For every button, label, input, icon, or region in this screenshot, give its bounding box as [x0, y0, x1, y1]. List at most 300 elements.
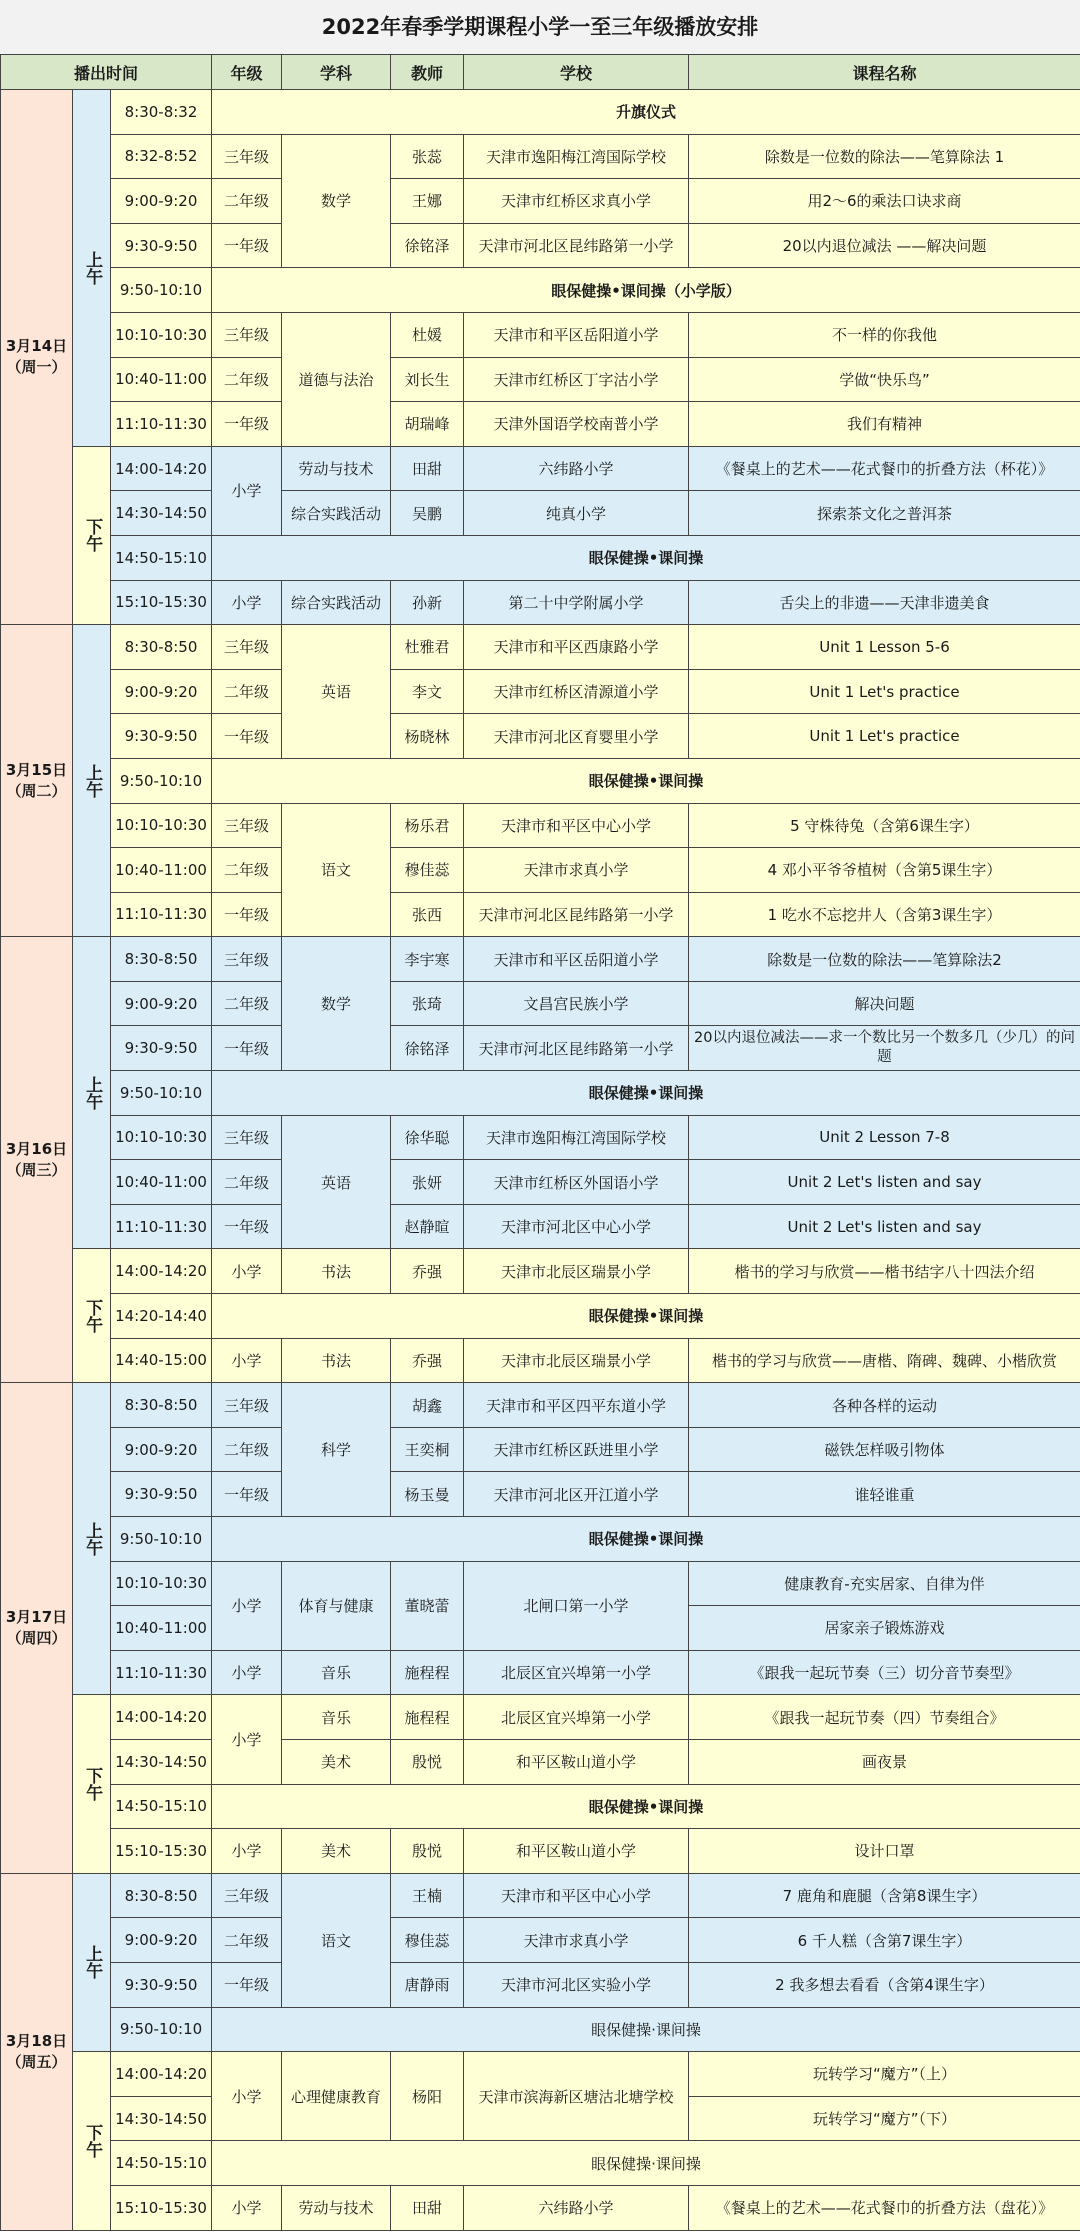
- grade-cell: 二年级: [212, 669, 282, 714]
- subject-cell: 英语: [282, 625, 391, 759]
- grade-cell: 一年级: [212, 892, 282, 937]
- span-cell: 眼保健操•课间操: [212, 1294, 1080, 1339]
- grade-cell: 三年级: [212, 803, 282, 848]
- span-cell: 眼保健操·课间操: [212, 2141, 1080, 2186]
- grade-cell: 二年级: [212, 1160, 282, 1205]
- course-cell: 4 邓小平爷爷植树（含第5课生字）: [689, 848, 1080, 893]
- grade-cell: 二年级: [212, 179, 282, 224]
- teacher-cell: 李文: [391, 669, 464, 714]
- course-cell: 《跟我一起玩节奏（四）节奏组合》: [689, 1695, 1080, 1740]
- time-cell: 15:10-15:30: [111, 1829, 212, 1874]
- time-cell: 15:10-15:30: [111, 580, 212, 625]
- table-row: [1, 446, 1080, 491]
- subject-cell: 道德与法治: [282, 312, 391, 446]
- grade-cell: 三年级: [212, 1115, 282, 1160]
- subject-cell: 语文: [282, 1873, 391, 2007]
- table-row: [1, 669, 1080, 714]
- teacher-cell: 张琦: [391, 981, 464, 1026]
- teacher-cell: 王奕桐: [391, 1427, 464, 1472]
- table-row: [1, 1739, 1080, 1784]
- time-cell: 14:00-14:20: [111, 446, 212, 491]
- time-cell: 10:40-11:00: [111, 1606, 212, 1651]
- time-cell: 15:10-15:30: [111, 2185, 212, 2230]
- time-cell: 8:30-8:50: [111, 937, 212, 982]
- teacher-cell: 唐静雨: [391, 1962, 464, 2007]
- school-cell: 天津市和平区中心小学: [464, 803, 689, 848]
- course-cell: 磁铁怎样吸引物体: [689, 1427, 1080, 1472]
- course-cell: 除数是一位数的除法——笔算除法2: [689, 937, 1080, 982]
- subject-cell: 美术: [282, 1829, 391, 1874]
- course-cell: 20以内退位减法——求一个数比另一个数多几（少几）的问题: [689, 1026, 1080, 1071]
- teacher-cell: 杜媛: [391, 312, 464, 357]
- grade-cell: 小学: [212, 1695, 282, 1784]
- school-cell: 纯真小学: [464, 491, 689, 536]
- grade-cell: 小学: [212, 1829, 282, 1874]
- day-date: 3月18日: [5, 2031, 68, 2050]
- table-row: [1, 1873, 1080, 1918]
- subject-cell: 音乐: [282, 1650, 391, 1695]
- school-cell: 和平区鞍山道小学: [464, 1829, 689, 1874]
- school-cell: 第二十中学附属小学: [464, 580, 689, 625]
- course-cell: Unit 1 Let's practice: [689, 669, 1080, 714]
- school-cell: 天津市和平区中心小学: [464, 1873, 689, 1918]
- subject-cell: 心理健康教育: [282, 2052, 391, 2141]
- time-cell: 9:00-9:20: [111, 179, 212, 224]
- table-row: [1, 1383, 1080, 1428]
- time-cell: 9:30-9:50: [111, 1472, 212, 1517]
- teacher-cell: 徐铭泽: [391, 223, 464, 268]
- grade-cell: 一年级: [212, 223, 282, 268]
- time-cell: 11:10-11:30: [111, 892, 212, 937]
- table-row: [1, 1561, 1080, 1606]
- subject-cell: 书法: [282, 1249, 391, 1294]
- subject-cell: 体育与健康: [282, 1561, 391, 1650]
- table-row: [1, 1962, 1080, 2007]
- grade-cell: 一年级: [212, 1962, 282, 2007]
- course-cell: 不一样的你我他: [689, 312, 1080, 357]
- table-row: [1, 1294, 1080, 1339]
- day-date: 3月15日: [5, 760, 68, 779]
- time-cell: 9:00-9:20: [111, 981, 212, 1026]
- table-row: [1, 402, 1080, 447]
- day-date: 3月17日: [5, 1607, 68, 1626]
- grade-cell: 小学: [212, 2185, 282, 2230]
- grade-cell: 小学: [212, 1249, 282, 1294]
- time-cell: 8:30-8:50: [111, 1873, 212, 1918]
- grade-cell: 三年级: [212, 937, 282, 982]
- school-cell: 天津市红桥区求真小学: [464, 179, 689, 224]
- half-day-cell: 上午: [73, 90, 111, 447]
- grade-cell: 一年级: [212, 1204, 282, 1249]
- table-row: [1, 981, 1080, 1026]
- school-cell: 天津市和平区岳阳道小学: [464, 937, 689, 982]
- table-row: [1, 491, 1080, 536]
- grade-cell: 小学: [212, 2052, 282, 2141]
- teacher-cell: 田甜: [391, 2185, 464, 2230]
- table-row: [1, 1472, 1080, 1517]
- course-cell: 玩转学习“魔方”（上）: [689, 2052, 1080, 2097]
- teacher-cell: 穆佳蕊: [391, 848, 464, 893]
- school-cell: 天津市河北区昆纬路第一小学: [464, 892, 689, 937]
- half-day-cell: 上午: [73, 625, 111, 937]
- school-cell: 天津市河北区中心小学: [464, 1204, 689, 1249]
- half-day-cell: 下午: [73, 1249, 111, 1383]
- half-day-cell: 下午: [73, 1695, 111, 1873]
- course-cell: 画夜景: [689, 1739, 1080, 1784]
- table-row: [1, 179, 1080, 224]
- course-cell: Unit 1 Let's practice: [689, 714, 1080, 759]
- school-cell: 天津市河北区昆纬路第一小学: [464, 223, 689, 268]
- time-cell: 9:30-9:50: [111, 1962, 212, 2007]
- subject-cell: 综合实践活动: [282, 580, 391, 625]
- grade-cell: 小学: [212, 1650, 282, 1695]
- teacher-cell: 张西: [391, 892, 464, 937]
- page-title: 2022年春季学期课程小学一至三年级播放安排: [0, 0, 1080, 54]
- course-cell: Unit 2 Let's listen and say: [689, 1160, 1080, 1205]
- course-cell: 我们有精神: [689, 402, 1080, 447]
- course-cell: 学做“快乐鸟”: [689, 357, 1080, 402]
- day-cell: [1, 625, 73, 937]
- teacher-cell: 张妍: [391, 1160, 464, 1205]
- span-cell: 眼保健操•课间操: [212, 535, 1080, 580]
- school-cell: 天津市滨海新区塘沽北塘学校: [464, 2052, 689, 2141]
- time-cell: 9:00-9:20: [111, 669, 212, 714]
- time-cell: 11:10-11:30: [111, 402, 212, 447]
- time-cell: 14:30-14:50: [111, 2096, 212, 2141]
- time-cell: 10:40-11:00: [111, 848, 212, 893]
- school-cell: 天津市红桥区清源道小学: [464, 669, 689, 714]
- table-row: [1, 1204, 1080, 1249]
- teacher-cell: 施程程: [391, 1695, 464, 1740]
- teacher-cell: 乔强: [391, 1249, 464, 1294]
- time-cell: 10:40-11:00: [111, 1160, 212, 1205]
- time-cell: 10:10-10:30: [111, 1115, 212, 1160]
- school-cell: 和平区鞍山道小学: [464, 1739, 689, 1784]
- school-cell: 天津市河北区育婴里小学: [464, 714, 689, 759]
- span-cell: 眼保健操•课间操: [212, 758, 1080, 803]
- course-cell: 20以内退位减法 ——解决问题: [689, 223, 1080, 268]
- time-cell: 8:30-8:50: [111, 1383, 212, 1428]
- course-cell: 6 千人糕（含第7课生字）: [689, 1918, 1080, 1963]
- day-cell: [1, 1873, 73, 2230]
- teacher-cell: 李宇寒: [391, 937, 464, 982]
- teacher-cell: 杨阳: [391, 2052, 464, 2141]
- day-date: 3月14日: [5, 337, 68, 356]
- time-cell: 11:10-11:30: [111, 1650, 212, 1695]
- table-row: [1, 1695, 1080, 1740]
- school-cell: 天津市红桥区外国语小学: [464, 1160, 689, 1205]
- school-cell: 北辰区宜兴埠第一小学: [464, 1650, 689, 1695]
- half-day-cell: 下午: [73, 446, 111, 624]
- teacher-cell: 杨乐君: [391, 803, 464, 848]
- grade-cell: 二年级: [212, 848, 282, 893]
- course-cell: 2 我多想去看看（含第4课生字）: [689, 1962, 1080, 2007]
- table-row: [1, 803, 1080, 848]
- table-row: [1, 1829, 1080, 1874]
- grade-cell: 小学: [212, 1338, 282, 1383]
- header-teacher: 教师: [391, 55, 464, 90]
- time-cell: 11:10-11:30: [111, 1204, 212, 1249]
- school-cell: 天津外国语学校南普小学: [464, 402, 689, 447]
- grade-cell: 一年级: [212, 1472, 282, 1517]
- half-day-cell: 上午: [73, 1873, 111, 2051]
- time-cell: 9:50-10:10: [111, 2007, 212, 2052]
- teacher-cell: 徐铭泽: [391, 1026, 464, 1071]
- table-row: [1, 892, 1080, 937]
- teacher-cell: 乔强: [391, 1338, 464, 1383]
- time-cell: 14:00-14:20: [111, 1695, 212, 1740]
- time-cell: 9:50-10:10: [111, 1071, 212, 1116]
- table-row: [1, 357, 1080, 402]
- half-day-cell: 上午: [73, 937, 111, 1249]
- teacher-cell: 赵静暄: [391, 1204, 464, 1249]
- teacher-cell: 王楠: [391, 1873, 464, 1918]
- subject-cell: 音乐: [282, 1695, 391, 1740]
- time-cell: 14:30-14:50: [111, 1739, 212, 1784]
- table-row: [1, 1160, 1080, 1205]
- subject-cell: 综合实践活动: [282, 491, 391, 536]
- table-row: [1, 312, 1080, 357]
- course-cell: 设计口罩: [689, 1829, 1080, 1874]
- grade-cell: 二年级: [212, 981, 282, 1026]
- time-cell: 8:30-8:50: [111, 625, 212, 670]
- school-cell: 天津市河北区开江道小学: [464, 1472, 689, 1517]
- table-row: [1, 1784, 1080, 1829]
- school-cell: 六纬路小学: [464, 446, 689, 491]
- time-cell: 14:20-14:40: [111, 1294, 212, 1339]
- span-cell: 眼保健操•课间操: [212, 1784, 1080, 1829]
- span-cell: 眼保健操•课间操: [212, 1517, 1080, 1562]
- school-cell: 天津市和平区岳阳道小学: [464, 312, 689, 357]
- time-cell: 9:30-9:50: [111, 1026, 212, 1071]
- subject-cell: 科学: [282, 1383, 391, 1517]
- grade-cell: 三年级: [212, 134, 282, 179]
- table-row: [1, 714, 1080, 759]
- span-cell: 眼保健操•课间操（小学版）: [212, 268, 1080, 313]
- time-cell: 10:10-10:30: [111, 1561, 212, 1606]
- time-cell: 14:00-14:20: [111, 2052, 212, 2097]
- school-cell: 北闸口第一小学: [464, 1561, 689, 1650]
- course-cell: 楷书的学习与欣赏——楷书结字八十四法介绍: [689, 1249, 1080, 1294]
- grade-cell: 一年级: [212, 714, 282, 759]
- grade-cell: 一年级: [212, 1026, 282, 1071]
- course-cell: 《跟我一起玩节奏（三）切分音节奏型》: [689, 1650, 1080, 1695]
- school-cell: 天津市求真小学: [464, 848, 689, 893]
- subject-cell: 数学: [282, 134, 391, 268]
- span-cell: 眼保健操•课间操: [212, 1071, 1080, 1116]
- grade-cell: 一年级: [212, 402, 282, 447]
- teacher-cell: 胡瑞峰: [391, 402, 464, 447]
- table-row: [1, 1918, 1080, 1963]
- school-cell: 天津市河北区昆纬路第一小学: [464, 1026, 689, 1071]
- span-cell: 眼保健操·课间操: [212, 2007, 1080, 2052]
- grade-cell: 二年级: [212, 357, 282, 402]
- course-cell: 谁轻谁重: [689, 1472, 1080, 1517]
- teacher-cell: 王娜: [391, 179, 464, 224]
- teacher-cell: 施程程: [391, 1650, 464, 1695]
- subject-cell: 劳动与技术: [282, 2185, 391, 2230]
- school-cell: 文昌宫民族小学: [464, 981, 689, 1026]
- table-row: [1, 1115, 1080, 1160]
- table-row: [1, 1249, 1080, 1294]
- grade-cell: 小学: [212, 446, 282, 535]
- table-row: [1, 2007, 1080, 2052]
- table-row: [1, 580, 1080, 625]
- school-cell: 天津市北辰区瑞景小学: [464, 1338, 689, 1383]
- course-cell: 《餐桌上的艺术——花式餐巾的折叠方法（盘花）》: [689, 2185, 1080, 2230]
- day-date: 3月16日: [5, 1139, 68, 1158]
- time-cell: 8:30-8:32: [111, 90, 212, 135]
- day-weekday: （周四）: [6, 1628, 67, 1647]
- time-cell: 14:40-15:00: [111, 1338, 212, 1383]
- half-day-cell: 下午: [73, 2052, 111, 2230]
- time-cell: 9:30-9:50: [111, 223, 212, 268]
- teacher-cell: 杨晓林: [391, 714, 464, 759]
- school-cell: 天津市逸阳梅江湾国际学校: [464, 134, 689, 179]
- teacher-cell: 董晓蕾: [391, 1561, 464, 1650]
- teacher-cell: 穆佳蕊: [391, 1918, 464, 1963]
- time-cell: 14:30-14:50: [111, 491, 212, 536]
- course-cell: 1 吃水不忘挖井人（含第3课生字）: [689, 892, 1080, 937]
- subject-cell: 劳动与技术: [282, 446, 391, 491]
- time-cell: 10:10-10:30: [111, 312, 212, 357]
- table-row: [1, 90, 1080, 135]
- day-weekday: （周一）: [6, 358, 67, 377]
- table-row: [1, 758, 1080, 803]
- grade-cell: 二年级: [212, 1918, 282, 1963]
- time-cell: 14:50-15:10: [111, 1784, 212, 1829]
- teacher-cell: 殷悦: [391, 1829, 464, 1874]
- schedule-table: [0, 54, 1080, 2231]
- course-cell: 玩转学习“魔方”（下）: [689, 2096, 1080, 2141]
- time-cell: 10:10-10:30: [111, 803, 212, 848]
- time-cell: 9:50-10:10: [111, 758, 212, 803]
- time-cell: 9:00-9:20: [111, 1427, 212, 1472]
- school-cell: 天津市求真小学: [464, 1918, 689, 1963]
- day-cell: [1, 90, 73, 625]
- course-cell: 除数是一位数的除法——笔算除法 1: [689, 134, 1080, 179]
- grade-cell: 二年级: [212, 1427, 282, 1472]
- course-cell: 用2～6的乘法口诀求商: [689, 179, 1080, 224]
- teacher-cell: 孙新: [391, 580, 464, 625]
- teacher-cell: 田甜: [391, 446, 464, 491]
- time-cell: 9:00-9:20: [111, 1918, 212, 1963]
- grade-cell: 三年级: [212, 1873, 282, 1918]
- header-broadcast-time: 播出时间: [1, 55, 212, 90]
- course-cell: Unit 2 Lesson 7-8: [689, 1115, 1080, 1160]
- course-cell: 各种各样的运动: [689, 1383, 1080, 1428]
- course-cell: Unit 2 Let's listen and say: [689, 1204, 1080, 1249]
- school-cell: 天津市北辰区瑞景小学: [464, 1249, 689, 1294]
- table-row: [1, 2141, 1080, 2186]
- table-row: [1, 625, 1080, 670]
- grade-cell: 三年级: [212, 1383, 282, 1428]
- table-row: [1, 2052, 1080, 2097]
- table-row: [1, 268, 1080, 313]
- day-cell: [1, 937, 73, 1383]
- header-school: 学校: [464, 55, 689, 90]
- school-cell: 六纬路小学: [464, 2185, 689, 2230]
- subject-cell: 语文: [282, 803, 391, 937]
- school-cell: 天津市河北区实验小学: [464, 1962, 689, 2007]
- subject-cell: 数学: [282, 937, 391, 1071]
- grade-cell: 三年级: [212, 312, 282, 357]
- day-weekday: （周三）: [6, 1160, 67, 1179]
- time-cell: 14:00-14:20: [111, 1249, 212, 1294]
- grade-cell: 小学: [212, 580, 282, 625]
- teacher-cell: 刘长生: [391, 357, 464, 402]
- table-row: [1, 848, 1080, 893]
- subject-cell: 英语: [282, 1115, 391, 1249]
- time-cell: 8:32-8:52: [111, 134, 212, 179]
- school-cell: 天津市逸阳梅江湾国际学校: [464, 1115, 689, 1160]
- table-row: [1, 1517, 1080, 1562]
- table-row: [1, 134, 1080, 179]
- teacher-cell: 胡鑫: [391, 1383, 464, 1428]
- time-cell: 14:50-15:10: [111, 535, 212, 580]
- time-cell: 9:30-9:50: [111, 714, 212, 759]
- day-weekday: （周五）: [6, 2052, 67, 2071]
- time-cell: 14:50-15:10: [111, 2141, 212, 2186]
- header-row: [1, 55, 1080, 90]
- school-cell: 北辰区宜兴埠第一小学: [464, 1695, 689, 1740]
- course-cell: 《餐桌上的艺术——花式餐巾的折叠方法（杯花）》: [689, 446, 1080, 491]
- teacher-cell: 张蕊: [391, 134, 464, 179]
- grade-cell: 小学: [212, 1561, 282, 1650]
- header-course: 课程名称: [689, 55, 1080, 90]
- course-cell: Unit 1 Lesson 5-6: [689, 625, 1080, 670]
- time-cell: 10:40-11:00: [111, 357, 212, 402]
- teacher-cell: 徐华聪: [391, 1115, 464, 1160]
- grade-cell: 三年级: [212, 625, 282, 670]
- teacher-cell: 殷悦: [391, 1739, 464, 1784]
- teacher-cell: 杨玉曼: [391, 1472, 464, 1517]
- course-cell: 健康教育-充实居家、自律为伴: [689, 1561, 1080, 1606]
- school-cell: 天津市红桥区丁字沽小学: [464, 357, 689, 402]
- header-grade: 年级: [212, 55, 282, 90]
- day-weekday: （周二）: [6, 781, 67, 800]
- course-cell: 居家亲子锻炼游戏: [689, 1606, 1080, 1651]
- course-cell: 舌尖上的非遗——天津非遗美食: [689, 580, 1080, 625]
- table-row: [1, 535, 1080, 580]
- course-cell: 探索茶文化之普洱茶: [689, 491, 1080, 536]
- table-row: [1, 1650, 1080, 1695]
- course-cell: 7 鹿角和鹿腿（含第8课生字）: [689, 1873, 1080, 1918]
- table-row: [1, 1026, 1080, 1071]
- course-cell: 解决问题: [689, 981, 1080, 1026]
- span-cell: 升旗仪式: [212, 90, 1080, 135]
- table-row: [1, 1338, 1080, 1383]
- table-row: [1, 2185, 1080, 2230]
- table-row: [1, 1427, 1080, 1472]
- school-cell: 天津市红桥区跃进里小学: [464, 1427, 689, 1472]
- teacher-cell: 吴鹏: [391, 491, 464, 536]
- subject-cell: 书法: [282, 1338, 391, 1383]
- header-subject: 学科: [282, 55, 391, 90]
- course-cell: 楷书的学习与欣赏——唐楷、隋碑、魏碑、小楷欣赏: [689, 1338, 1080, 1383]
- day-cell: [1, 1383, 73, 1874]
- half-day-cell: 上午: [73, 1383, 111, 1695]
- table-row: [1, 1071, 1080, 1116]
- time-cell: 9:50-10:10: [111, 268, 212, 313]
- table-row: [1, 223, 1080, 268]
- school-cell: 天津市和平区西康路小学: [464, 625, 689, 670]
- subject-cell: 美术: [282, 1739, 391, 1784]
- time-cell: 9:50-10:10: [111, 1517, 212, 1562]
- course-cell: 5 守株待兔（含第6课生字）: [689, 803, 1080, 848]
- school-cell: 天津市和平区四平东道小学: [464, 1383, 689, 1428]
- teacher-cell: 杜雅君: [391, 625, 464, 670]
